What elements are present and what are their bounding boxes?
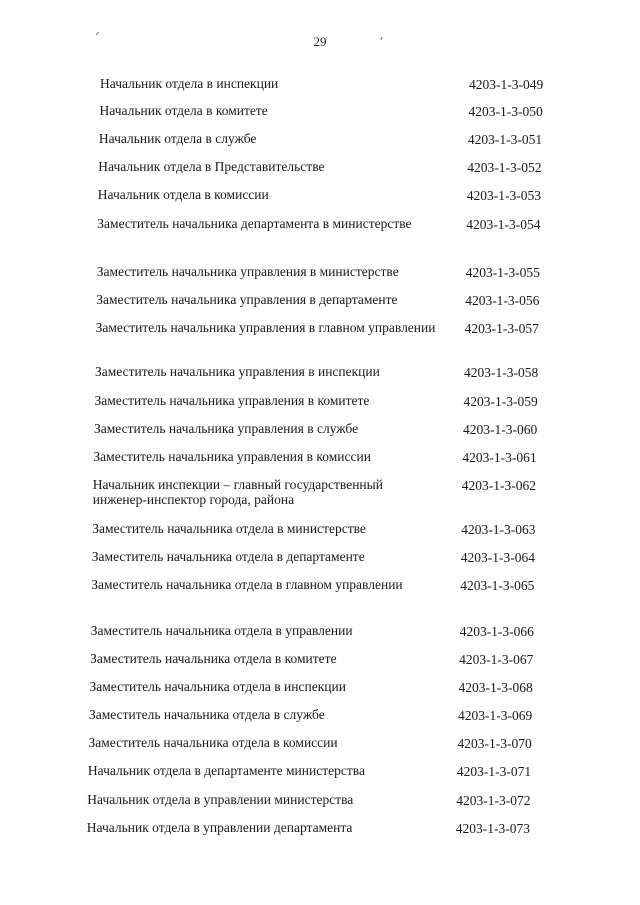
position-code: 4203-1-3-061 <box>462 450 537 465</box>
position-title: Заместитель начальника управления в департаменте <box>96 292 398 307</box>
position-code: 4203-1-3-064 <box>460 550 536 565</box>
position-code: 4203-1-3-049 <box>469 77 544 92</box>
page-number: 29 <box>313 34 327 49</box>
position-code: 4203-1-3-068 <box>458 680 533 695</box>
position-code: 4203-1-3-055 <box>465 265 540 280</box>
position-title: Заместитель начальника управления в службе <box>94 421 359 436</box>
position-code: 4203-1-3-060 <box>463 422 538 437</box>
position-title: Начальник отдела в управлении департамента <box>86 820 353 835</box>
position-code: 4203-1-3-065 <box>460 578 535 593</box>
position-code: 4203-1-3-071 <box>456 764 532 779</box>
position-title: Заместитель начальника отдела в министерстве <box>92 521 366 536</box>
position-title: Заместитель начальника управления в главном управлении <box>95 320 436 335</box>
position-title: Заместитель начальника отдела в управлении <box>90 623 353 638</box>
position-title: Начальник отдела в инспекции <box>100 76 279 91</box>
position-title: Начальник отдела в службе <box>98 131 257 146</box>
position-title: Начальник отдела в департаменте министерства <box>87 763 365 778</box>
position-code: 4203-1-3-058 <box>464 365 539 380</box>
position-code: 4203-1-3-052 <box>467 160 542 175</box>
position-code: 4203-1-3-067 <box>459 652 534 667</box>
position-code: 4203-1-3-059 <box>463 394 538 409</box>
position-code: 4203-1-3-057 <box>464 321 539 336</box>
position-title: Начальник отдела в Представительстве <box>98 159 325 174</box>
position-title: Заместитель начальника управления в инспекции <box>95 364 380 379</box>
position-code: 4203-1-3-062 <box>461 478 537 493</box>
position-code: 4203-1-3-066 <box>459 624 534 639</box>
position-code: 4203-1-3-051 <box>467 132 543 147</box>
position-title: Заместитель начальника управления в комиссии <box>93 449 371 464</box>
position-title: Заместитель начальника отдела в главном управлении <box>91 577 403 592</box>
position-code: 4203-1-3-054 <box>466 217 541 232</box>
position-title: Заместитель начальника управления в комитете <box>94 393 370 408</box>
position-code: 4203-1-3-070 <box>457 736 532 751</box>
position-title: Начальник отдела в комиссии <box>97 187 269 202</box>
position-code: 4203-1-3-056 <box>465 293 540 308</box>
position-title: Начальник отдела в комитете <box>99 103 268 118</box>
position-title: Начальник инспекции – главный государственный инженер-инспектор города, района <box>92 477 383 507</box>
position-code: 4203-1-3-069 <box>458 708 533 723</box>
position-code: 4203-1-3-072 <box>456 793 531 808</box>
position-title: Заместитель начальника отдела в департаменте <box>91 549 365 564</box>
position-title: Заместитель начальника отдела в службе <box>89 707 325 722</box>
position-title: Заместитель начальника отдела в комитете <box>90 651 337 666</box>
position-code: 4203-1-3-063 <box>461 522 536 537</box>
position-code: 4203-1-3-050 <box>468 104 543 119</box>
position-title: Заместитель начальника управления в министерстве <box>96 264 399 279</box>
position-title: Заместитель начальника отдела в комиссии <box>88 735 338 750</box>
position-code: 4203-1-3-073 <box>455 821 531 836</box>
position-code: 4203-1-3-053 <box>466 188 542 203</box>
position-title: Начальник отдела в управлении министерства <box>87 792 354 807</box>
position-title: Заместитель начальника отдела в инспекции <box>89 679 346 694</box>
position-title: Заместитель начальника департамента в министерстве <box>97 216 412 231</box>
